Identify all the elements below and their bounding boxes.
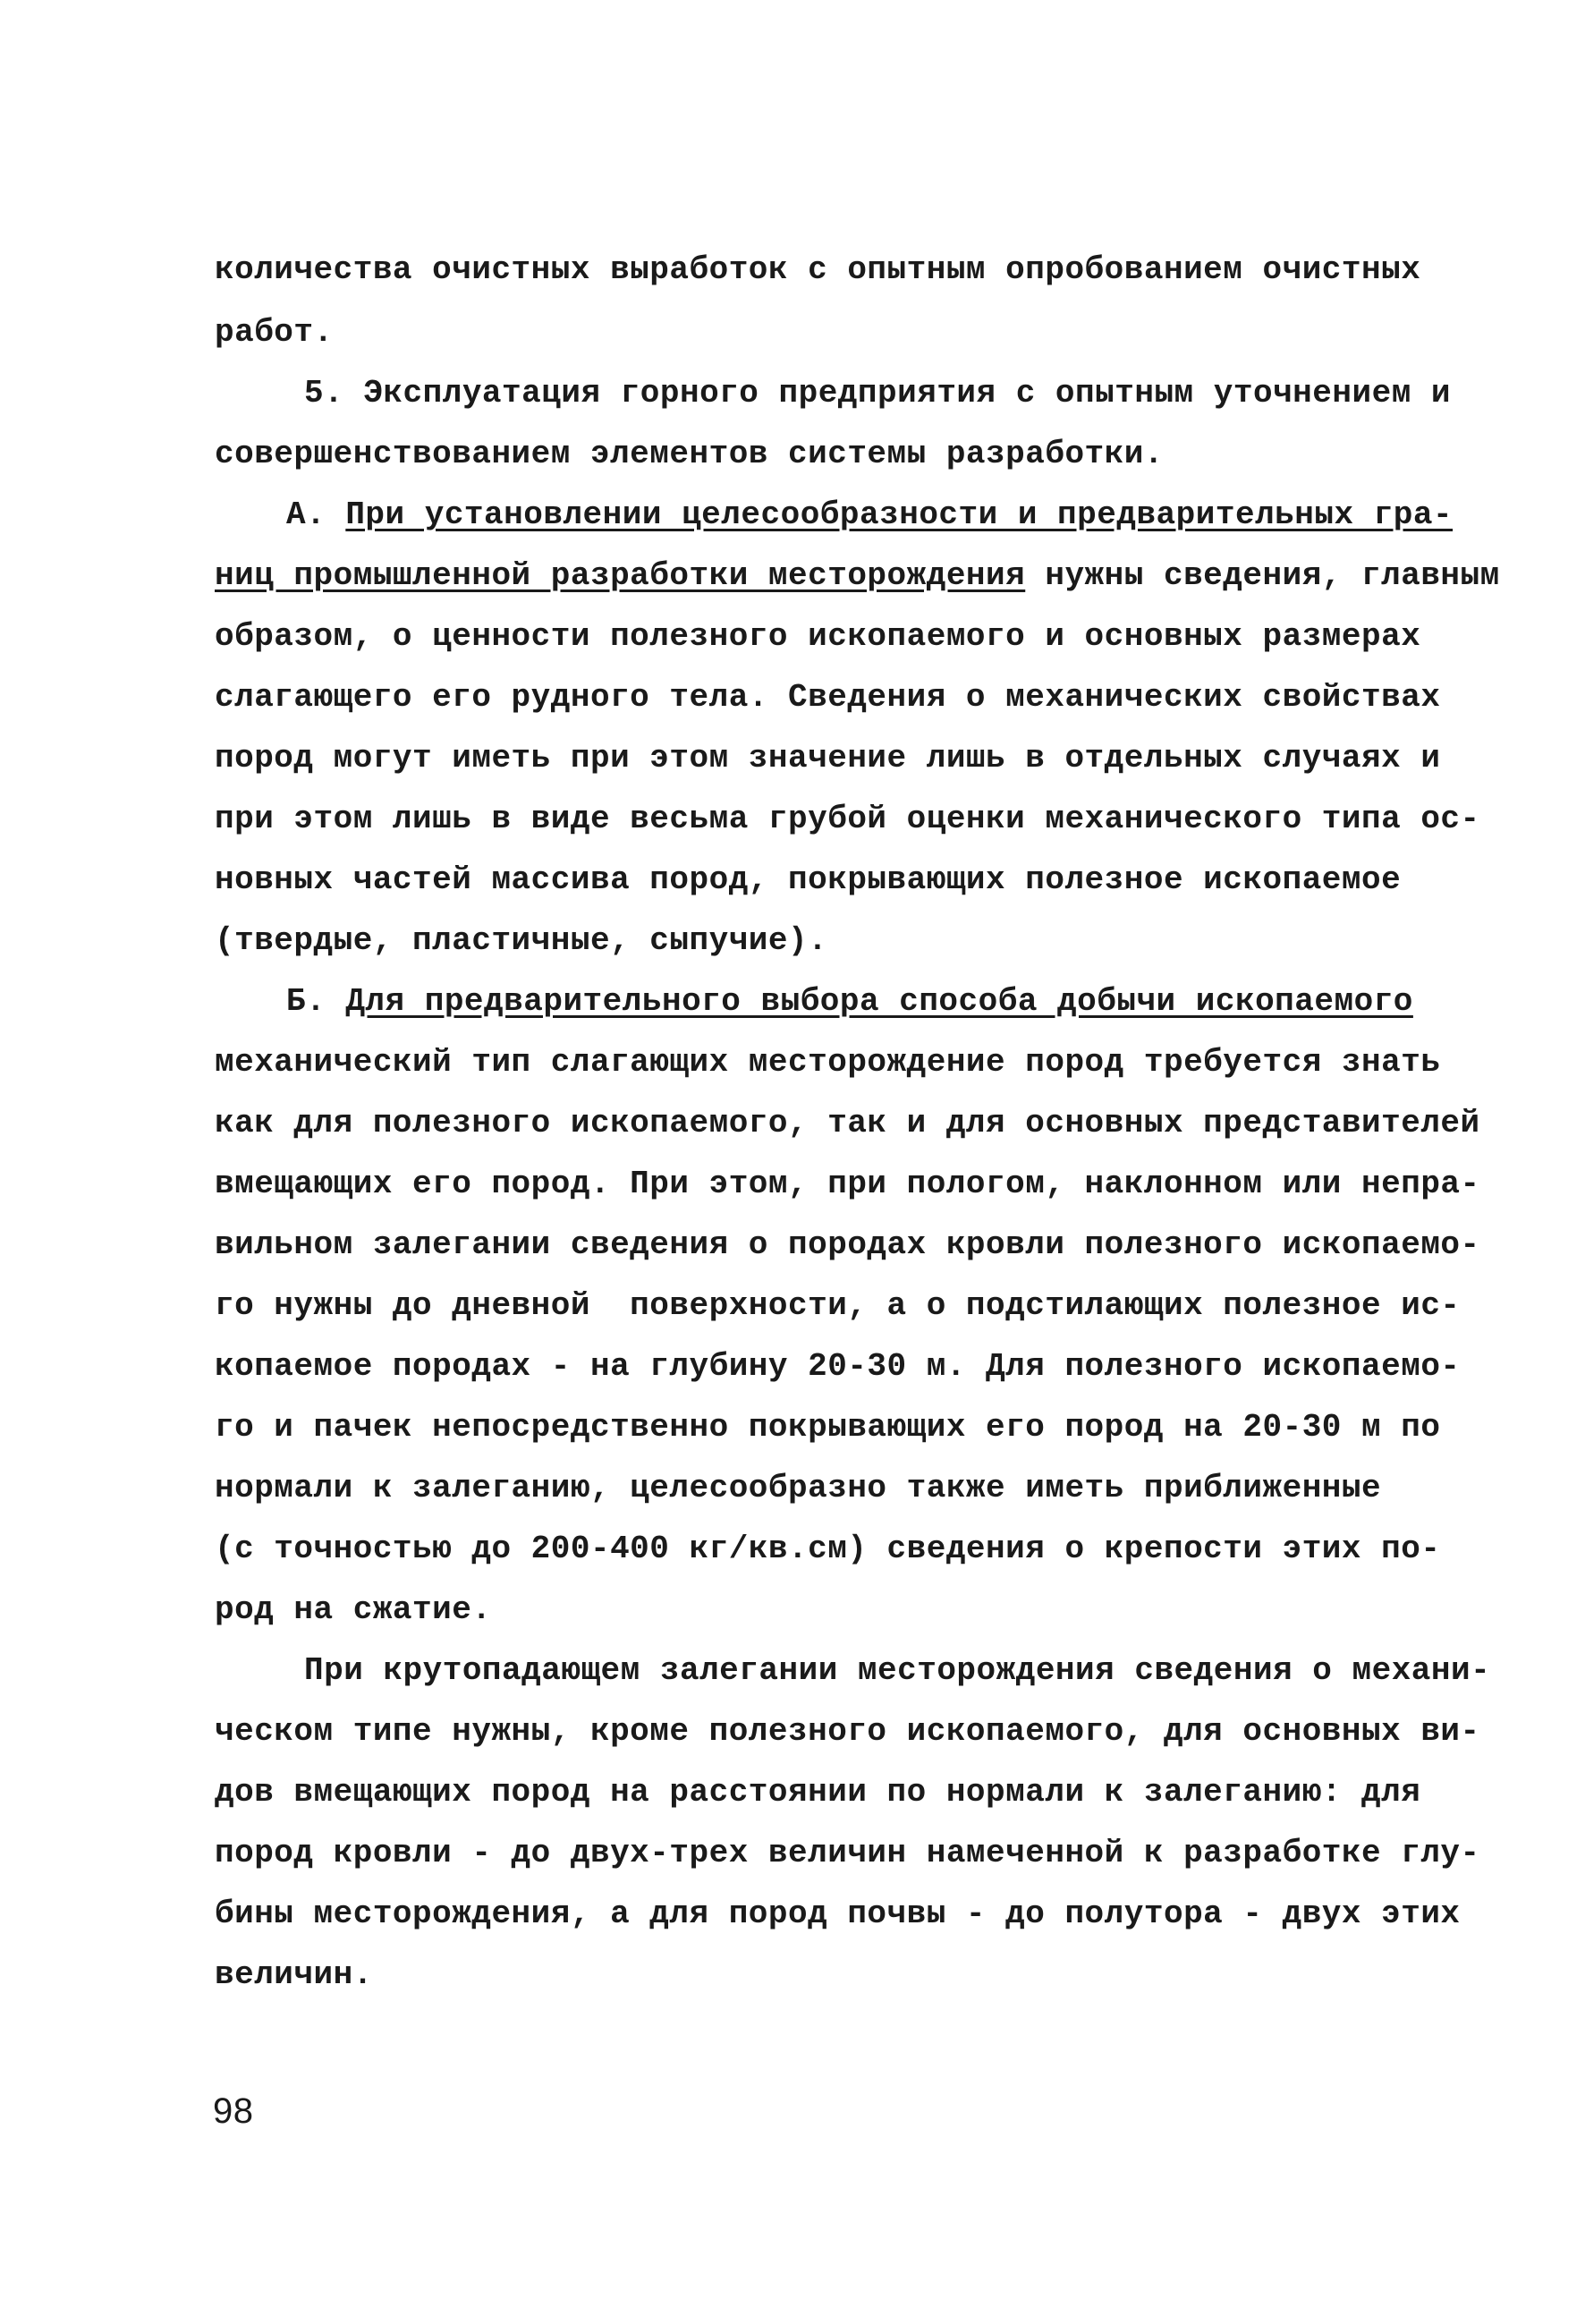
line-text: пород кровли - до двух-трех величин намеченной к разработке глу- [215, 1835, 1480, 1871]
line-text: дов вмещающих пород на расстоянии по нормали к залеганию: для [215, 1774, 1421, 1811]
text-line [215, 1226, 1480, 1265]
text-line [215, 1104, 1480, 1143]
text-line [215, 1347, 1461, 1387]
line-text: род на сжатие. [215, 1591, 492, 1628]
text-line [286, 496, 1453, 535]
page-number: 98 [213, 2091, 254, 2131]
line-text: 5. Эксплуатация горного предприятия с опытным уточнением и [304, 375, 1452, 411]
text-line [215, 1469, 1381, 1508]
text-line [215, 1712, 1480, 1751]
line-text: го и пачек непосредственно покрывающих его пород на 20-30 м по [215, 1409, 1441, 1446]
text-line [215, 556, 1500, 596]
text-line [304, 1651, 1490, 1691]
line-text: количества очистных выработок с опытным опробованием очистных [215, 251, 1421, 288]
line-text: При крутопадающем залегании месторождения сведения о механи- [304, 1652, 1491, 1689]
line-text: А. [286, 496, 346, 533]
text-line [215, 739, 1440, 778]
text-line [215, 1955, 373, 1995]
text-line [215, 800, 1480, 839]
line-text: го нужны до дневной поверхности, а о подстилающих полезное ис- [215, 1287, 1461, 1324]
text-line [215, 1286, 1461, 1326]
line-text: нормали к залеганию, целесообразно также иметь приближенные [215, 1470, 1382, 1506]
text-line [215, 1895, 1461, 1934]
line-text: при этом лишь в виде весьма грубой оценки механического типа ос- [215, 801, 1480, 837]
line-text: совершенствованием элементов системы разработки. [215, 436, 1164, 472]
text-line [215, 678, 1440, 717]
line-text: пород могут иметь при этом значение лишь в отдельных случаях и [215, 740, 1441, 776]
line-text: (твердые, пластичные, сыпучие). [215, 922, 828, 959]
text-line [215, 435, 1164, 474]
line-text: вмещающих его пород. При этом, при пологом, наклонном или непра- [215, 1166, 1480, 1202]
text-line [215, 1834, 1480, 1873]
line-text: работ. [215, 314, 334, 351]
text-line [215, 1590, 491, 1630]
line-text: механический тип слагающих месторождение пород требуется знать [215, 1044, 1441, 1081]
line-text: образом, о ценности полезного ископаемого и основных размерах [215, 618, 1421, 655]
text-line [215, 617, 1420, 657]
underlined-heading-text: Для предварительного выбора способа добычи ископаемого [345, 983, 1413, 1020]
text-line [215, 921, 827, 961]
text-line [215, 861, 1401, 900]
line-text: бины месторождения, а для пород почвы - до полутора - двух этих [215, 1896, 1461, 1932]
text-line [215, 1043, 1440, 1082]
text-line [215, 250, 1420, 290]
text-line [215, 1530, 1440, 1569]
line-text: как для полезного ископаемого, так и для основных представителей [215, 1105, 1480, 1141]
line-text: величин. [215, 1956, 373, 1993]
line-text: вильном залегании сведения о породах кровли полезного ископаемо- [215, 1226, 1480, 1263]
line-text: новных частей массива пород, покрывающих полезное ископаемое [215, 861, 1402, 898]
underlined-heading-text: ниц промышленной разработки месторождения [215, 557, 1026, 594]
line-text: Б. [286, 983, 346, 1020]
text-line [215, 1408, 1440, 1447]
text-line [215, 313, 334, 352]
line-text: слагающего его рудного тела. Сведения о механических свойствах [215, 679, 1441, 716]
text-line [215, 1773, 1420, 1812]
text-line [286, 982, 1413, 1022]
line-text: (с точностью до 200-400 кг/кв.см) сведения о крепости этих по- [215, 1531, 1441, 1567]
line-text: нужны сведения, главным [1025, 557, 1500, 594]
underlined-heading-text: При установлении целесообразности и предварительных гра- [345, 496, 1454, 533]
line-text: копаемое породах - на глубину 20-30 м. Для полезного ископаемо- [215, 1348, 1461, 1385]
text-line [304, 374, 1451, 413]
line-text: ческом типе нужны, кроме полезного ископаемого, для основных ви- [215, 1713, 1480, 1750]
text-line [215, 1165, 1480, 1204]
